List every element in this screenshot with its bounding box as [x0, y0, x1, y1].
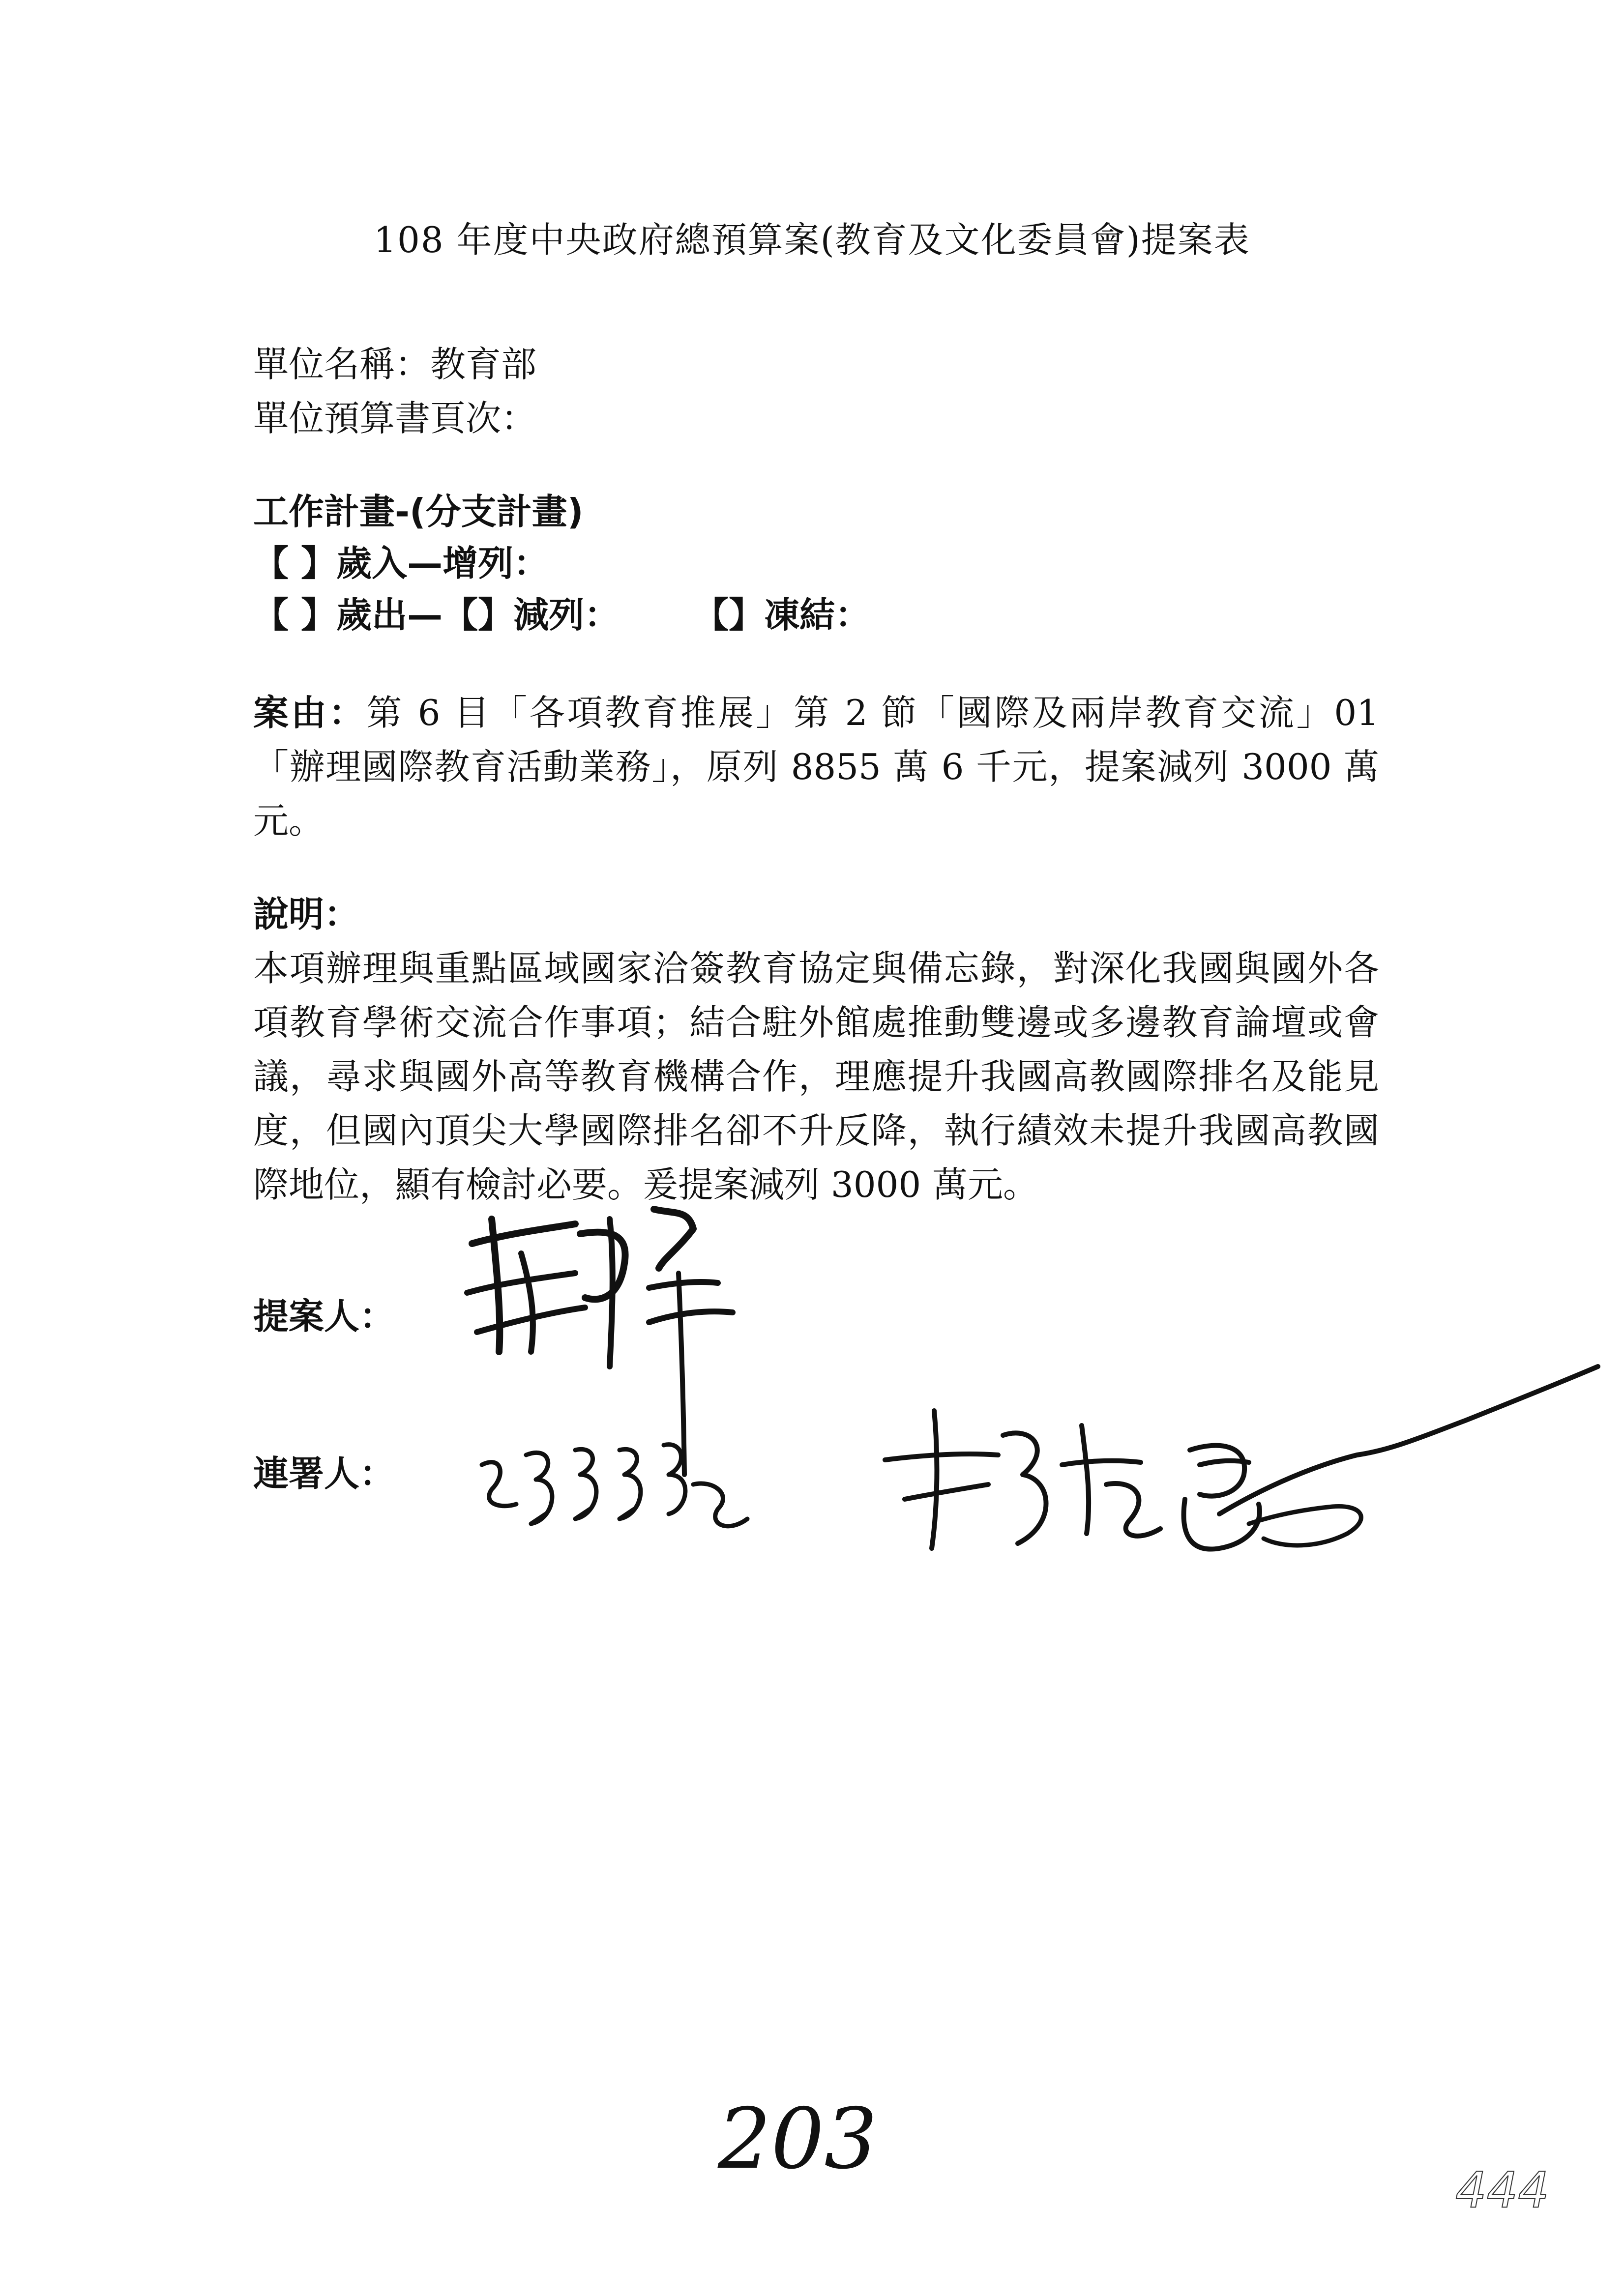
unit-name-row: [253, 344, 537, 385]
cosigner-label: 連署人：: [253, 1453, 395, 1494]
explanation-text: 本項辦理與重點區域國家洽簽教育協定與備忘錄，對深化我國與國外各項教育學術交流合作事項；結合駐外館處推動雙邊或多邊教育論壇或會議，尋求與國外高等教育機構合作，理應提升我國高教國際排名及能見度，但國內頂尖大學國際排名卻不升反降，執行績效未提升我國高教國際地位，顯有檢討必要。爰提案減列 3000 萬元。: [253, 948, 1379, 1205]
cosigner-signature-2: [875, 1337, 1603, 1612]
work-plan-heading: 工作計畫-(分支計畫): [253, 491, 584, 532]
freeze-text: 【】凍結：: [693, 594, 871, 636]
unit-name-value: 教育部: [430, 344, 537, 385]
document-title: 108 年度中央政府總預算案(教育及文化委員會)提案表: [374, 219, 1250, 261]
cosigner-signature-1: [472, 1425, 777, 1553]
reason-text: 第 6 目「各項教育推展」第 2 節「國際及兩岸教育交流」01「辦理國際教育活動業務」，原列 8855 萬 6 千元，提案減列 3000 萬元。: [253, 692, 1379, 842]
handwritten-corner-number: [1455, 2158, 1583, 2227]
svg-text:203: 203: [718, 2091, 878, 2188]
reason-label: 案由：: [253, 692, 367, 733]
unit-name-label: 單位名稱：: [253, 344, 431, 385]
handwritten-page-number: [718, 2089, 964, 2187]
revenue-increase-line: 【 】歲入—增列：: [253, 543, 549, 584]
svg-text:444: 444: [1455, 2161, 1549, 2219]
proposer-label: 提案人：: [253, 1296, 395, 1337]
reason-paragraph: [253, 686, 1379, 848]
explanation-label: 說明：: [253, 894, 360, 935]
expense-reduction-line: [253, 594, 871, 636]
budget-page-label: 單位預算書頁次：: [253, 398, 537, 439]
expense-reduction-text: 【 】歲出—【】減列：: [253, 594, 620, 636]
explanation-paragraph: [253, 887, 1379, 1212]
